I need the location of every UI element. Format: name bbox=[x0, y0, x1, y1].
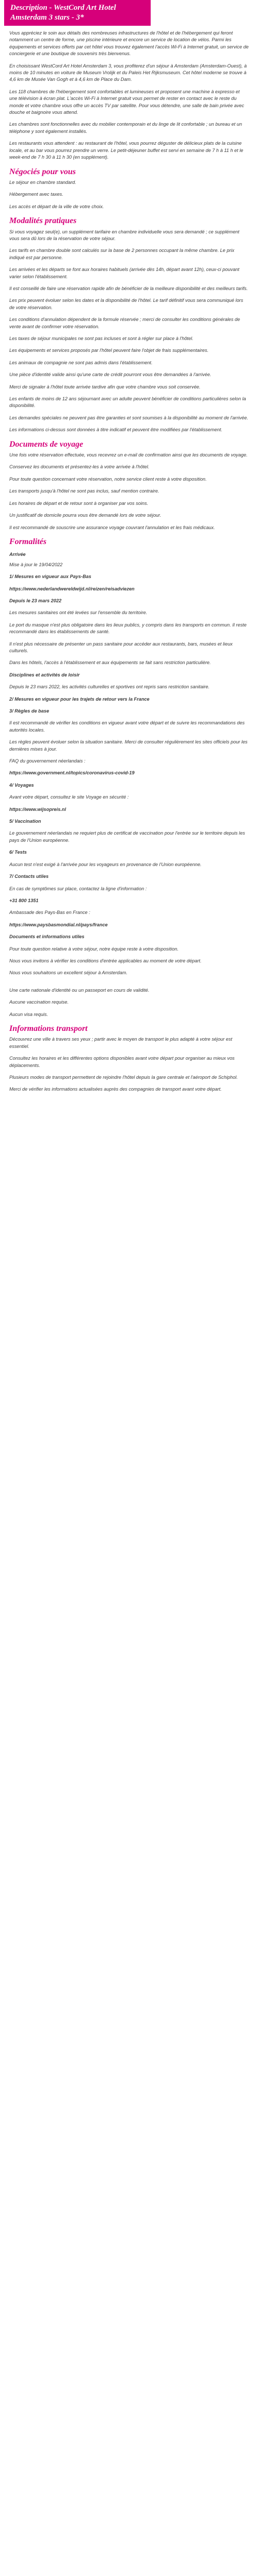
section-line: Découvrez une ville à travers ses yeux ; partir avec le moyen de transport le plus adapté à votre séjour est essentiel. bbox=[9, 1037, 233, 1049]
section-subheading: 7/ Contacts utiles bbox=[9, 874, 49, 879]
section-line: Un justificatif de domicile pourra vous être demandé lors de votre séjour. bbox=[9, 513, 162, 518]
section-line: Les arrivées et les départs se font aux horaires habituels (arrivée dès 14h, départ avant 12h), ceux-ci pouvant varier selon l'établissement. bbox=[9, 267, 239, 279]
section-line: Les équipements et services proposés par l'hôtel peuvent faire l'objet de frais supplémentaires. bbox=[9, 348, 209, 353]
section-title-practical: Modalités pratiques bbox=[9, 216, 77, 226]
reference-link[interactable]: https://www.nederlandwereldwijd.nl/reizen/reisadviezen bbox=[9, 586, 135, 591]
section-line: Il n'est plus nécessaire de présenter un pass sanitaire pour accéder aux restaurants, bars, musées et lieux culturels. bbox=[9, 641, 233, 653]
closing-line: Aucun visa requis. bbox=[9, 1011, 49, 1017]
section-title-transport: Informations transport bbox=[9, 1024, 88, 1033]
section-subheading: 3/ Règles de base bbox=[9, 708, 50, 714]
section-line: Merci de signaler à l'hôtel toute arrivée tardive afin que votre chambre vous soit conservée. bbox=[9, 384, 201, 389]
intro-paragraph: En choisissant WestCord Art Hotel Amsterdam 3, vous profiterez d'un séjour à Amsterdam (Amsterdam-Ouest), à moins de 10 minutes en voiture de Museum Vrolijk et du Paleis Het Rijksmuseum. Cet hôtel moderne se trouve à 4,6 km de Musée Van Gogh et à 4,6 km de Place du Dam. bbox=[9, 63, 247, 82]
section-line: Ambassade des Pays-Bas en France : bbox=[9, 910, 90, 916]
section-line: Pour toute question relative à votre séjour, notre équipe reste à votre disposition. bbox=[9, 946, 179, 952]
section-line: FAQ du gouvernement néerlandais : bbox=[9, 758, 86, 764]
section-line: Les accès et départ de la ville de votre choix. bbox=[9, 204, 104, 209]
section-line: Consultez les horaires et les différentes options disponibles avant votre départ pour organiser au mieux vos déplacements. bbox=[9, 1056, 235, 1068]
intro-paragraph: Vous appréciez le soin aux détails des nombreuses infrastructures de l'hôtel et de l'hébergement qui feront notamment un centre de forme, une piscine intérieure et encore un service de location de vélos. Parmi les équipements et services offerts par cet hôtel vous trouvez également l'accès Wi-Fi à Internet gratuit, un service de conciergerie et une boutique de souvenirs très bienvenus. bbox=[9, 30, 249, 57]
section-line: Il est conseillé de faire une réservation rapide afin de bénéficier de la meilleure disponibilité et des meilleurs tarifs. bbox=[9, 285, 248, 291]
section-line: Il est recommandé de souscrire une assurance voyage couvrant l'annulation et les frais médicaux. bbox=[9, 524, 215, 530]
page-title-line-2: Amsterdam 3 stars - 3* bbox=[10, 13, 84, 22]
section-line: Les horaires de départ et de retour sont à organiser par vos soins. bbox=[9, 500, 149, 506]
section-line: Les taxes de séjour municipales ne sont pas incluses et sont à régler sur place à l'hôtel. bbox=[9, 336, 194, 341]
reference-link[interactable]: https://www.government.nl/topics/coronavirus-covid-19 bbox=[9, 770, 135, 776]
section-line: Pour toute question concernant votre réservation, notre service client reste à votre disposition. bbox=[9, 476, 207, 482]
section-line: Mise à jour le 19/04/2022 bbox=[9, 562, 63, 567]
page-title-banner bbox=[4, 0, 151, 26]
intro-paragraph: Les 118 chambres de l'hébergement sont confortables et lumineuses et proposent une machine à expresso et une télévision à écran plat. L'accès Wi-Fi à Internet gratuit vous permet de rester en contact avec le reste du monde et votre chambre vous offre un accès TV par satellite. Pour vous détendre, une salle de bain privée avec douche et baignoire vous attend. bbox=[9, 89, 245, 115]
section-line: Depuis le 23 mars 2022, les activités culturelles et sportives ont repris sans restriction sanitaire. bbox=[9, 684, 210, 690]
section-line: Une pièce d'identité valide ainsi qu'une carte de crédit pourront vous être demandées à l'arrivée. bbox=[9, 372, 212, 378]
section-title-documents: Documents de voyage bbox=[9, 439, 84, 449]
main-content bbox=[0, 26, 258, 1119]
phone-number[interactable]: +31 800 1351 bbox=[9, 897, 39, 903]
section-line: Les animaux de compagnie ne sont pas admis dans l'établissement. bbox=[9, 360, 153, 365]
section-subheading: Depuis le 23 mars 2022 bbox=[9, 598, 62, 603]
section-line: Les tarifs en chambre double sont calculés sur la base de 2 personnes occupant la même chambre. Le prix indiqué est par personne. bbox=[9, 248, 235, 260]
page-title-line-1: Description - WestCord Art Hotel bbox=[10, 4, 116, 12]
section-line: Les conditions d'annulation dépendent de la formule réservée ; merci de consulter les conditions générales de vente avant de confirmer votre réservation. bbox=[9, 317, 240, 329]
section-line: Les enfants de moins de 12 ans séjournant avec un adulte peuvent bénéficier de conditions particulières selon la disponibilité. bbox=[9, 396, 246, 409]
section-line: Merci de vérifier les informations actualisées auprès des compagnies de transport avant votre départ. bbox=[9, 1087, 222, 1092]
spacer bbox=[9, 982, 249, 987]
section-subheading: Documents et informations utiles bbox=[9, 934, 85, 940]
intro-paragraph: Les restaurants vous attendent : au restaurant de l'hôtel, vous pourrez déguster de délicieux plats de la cuisine locale, et au bar vous pourrez prendre un verre. Le petit-déjeuner buffet est servi en semaine de 7 h à 11 h et le week-end de 7 h 30 à 11 h 30 (en supplément). bbox=[9, 141, 244, 160]
section-subheading: 6/ Tests bbox=[9, 850, 27, 855]
section-line: Le gouvernement néerlandais ne requiert plus de certificat de vaccination pour l'entrée sur le territoire depuis les pays de l'Union européenne. bbox=[9, 831, 245, 843]
section-line: Nous vous souhaitons un excellent séjour à Amsterdam. bbox=[9, 970, 127, 976]
reference-link[interactable]: https://www.wijsopreis.nl bbox=[9, 806, 66, 812]
section-subheading: 1/ Mesures en vigueur aux Pays-Bas bbox=[9, 574, 91, 580]
section-title-negotiated: Négociés pour vous bbox=[9, 167, 76, 176]
section-line: Si vous voyagez seul(e), un supplément tarifaire en chambre individuelle vous sera demandé ; ce supplément vous sera dû lors de la réservation de votre séjour. bbox=[9, 229, 239, 241]
section-line: Conservez les documents et présentez-les à votre arrivée à l'hôtel. bbox=[9, 464, 150, 470]
section-subheading: 5/ Vaccination bbox=[9, 819, 41, 824]
section-line: Les règles peuvent évoluer selon la situation sanitaire. Merci de consulter régulièrement les sites officiels pour les dernières mises à jour. bbox=[9, 739, 248, 752]
section-line: Les mesures sanitaires ont été levées sur l'ensemble du territoire. bbox=[9, 610, 148, 616]
section-line: Les demandes spéciales ne peuvent pas être garanties et sont soumises à la disponibilité au moment de l'arrivée. bbox=[9, 415, 248, 420]
section-line: Dans les hôtels, l'accès à l'établissement et aux équipements se fait sans restriction particulière. bbox=[9, 660, 211, 666]
closing-line: Une carte nationale d'identité ou un passeport en cours de validité. bbox=[9, 987, 150, 993]
section-subheading: 2/ Mesures en vigueur pour les trajets de retour vers la France bbox=[9, 696, 150, 702]
section-line: Il est recommandé de vérifier les conditions en vigueur avant votre départ et de suivre les recommandations des autorités locales. bbox=[9, 720, 245, 733]
section-line: Le séjour en chambre standard. bbox=[9, 179, 76, 185]
section-subheading: Disciplines et activités de loisir bbox=[9, 672, 80, 677]
page bbox=[0, 0, 258, 1119]
section-line: Aucun test n'est exigé à l'arrivée pour les voyageurs en provenance de l'Union européenne. bbox=[9, 861, 202, 867]
sub-title-arrival: Arrivée bbox=[9, 552, 26, 557]
section-line: Avant votre départ, consultez le site Voyage en sécurité : bbox=[9, 794, 129, 800]
section-line: En cas de symptômes sur place, contactez la ligne d'information : bbox=[9, 886, 147, 891]
section-subheading: 4/ Voyages bbox=[9, 782, 34, 788]
section-line: Les transports jusqu'à l'hôtel ne sont pas inclus, sauf mention contraire. bbox=[9, 488, 159, 494]
closing-line: Aucune vaccination requise. bbox=[9, 999, 69, 1005]
page-title bbox=[10, 3, 144, 23]
reference-link[interactable]: https://www.paysbasmondial.nl/pays/france bbox=[9, 922, 108, 927]
section-line: Hébergement avec taxes. bbox=[9, 192, 63, 197]
section-title-formalities: Formalités bbox=[9, 537, 47, 546]
section-line: Plusieurs modes de transport permettent de rejoindre l'hôtel depuis la gare centrale et l'aéroport de Schiphol. bbox=[9, 1075, 238, 1080]
section-line: Les informations ci-dessus sont données à titre indicatif et peuvent être modifiées par l'établissement. bbox=[9, 427, 222, 433]
section-line: Les prix peuvent évoluer selon les dates et la disponibilité de l'hôtel. Le tarif définitif vous sera communiqué lors de votre réservation. bbox=[9, 298, 244, 310]
section-line: Nous vous invitons à vérifier les conditions d'entrée applicables au moment de votre départ. bbox=[9, 958, 202, 963]
section-line: Une fois votre réservation effectuée, vous recevrez un e-mail de confirmation ainsi que les documents de voyage. bbox=[9, 452, 248, 458]
section-line: Le port du masque n'est plus obligatoire dans les lieux publics, y compris dans les transports en commun. Il reste recommandé dans les établissements de santé. bbox=[9, 622, 247, 635]
intro-paragraph: Les chambres sont fonctionnelles avec du mobilier contemporain et du linge de lit confortable ; un bureau et un téléphone y sont également installés. bbox=[9, 122, 242, 134]
